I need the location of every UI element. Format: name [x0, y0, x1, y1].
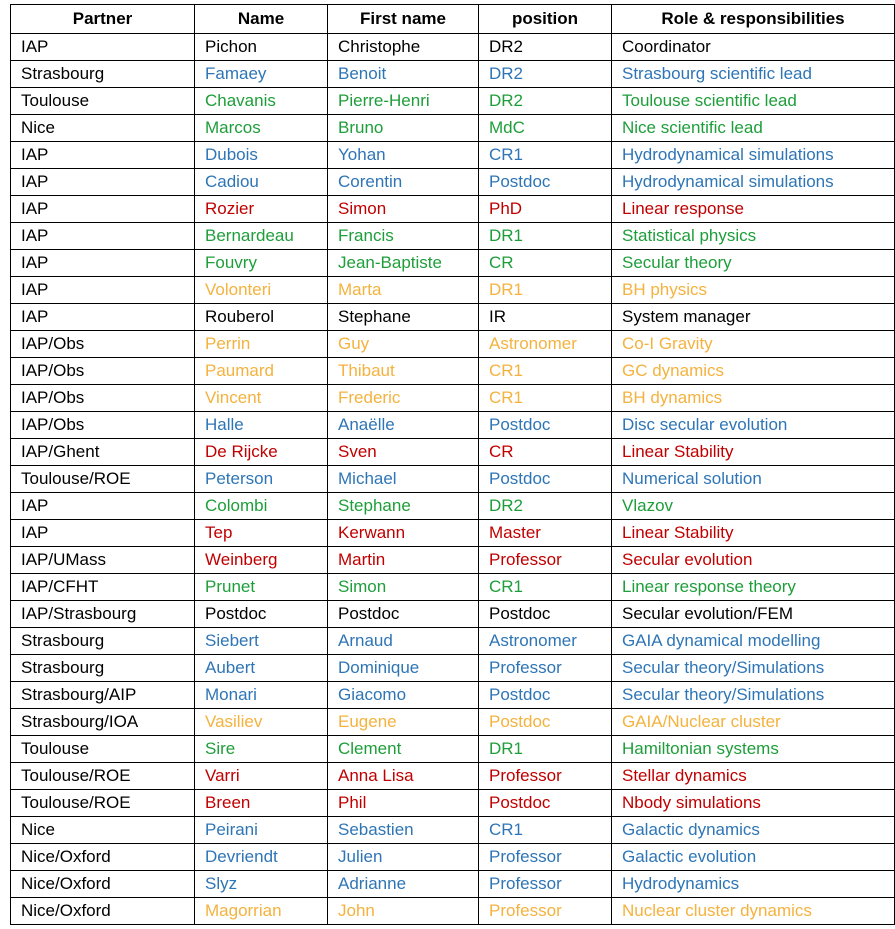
- partner-cell: Strasbourg: [11, 628, 195, 655]
- role-cell: Linear Stability: [612, 439, 895, 466]
- first-name-cell: Anaëlle: [328, 412, 479, 439]
- position-cell: PhD: [479, 196, 612, 223]
- table-row: [11, 601, 895, 628]
- position-cell: Postdoc: [479, 412, 612, 439]
- partner-cell: Nice/Oxford: [11, 844, 195, 871]
- table-row: [11, 142, 895, 169]
- name-cell: Monari: [195, 682, 328, 709]
- name-cell: Devriendt: [195, 844, 328, 871]
- partner-cell: IAP/UMass: [11, 547, 195, 574]
- first-name-cell: Yohan: [328, 142, 479, 169]
- position-cell: DR1: [479, 223, 612, 250]
- name-cell: Siebert: [195, 628, 328, 655]
- table-row: [11, 628, 895, 655]
- first-name-cell: Phil: [328, 790, 479, 817]
- partner-cell: Toulouse: [11, 88, 195, 115]
- role-cell: Vlazov: [612, 493, 895, 520]
- table-row: [11, 439, 895, 466]
- table-row: [11, 547, 895, 574]
- table-row: [11, 655, 895, 682]
- name-cell: Prunet: [195, 574, 328, 601]
- partner-cell: Nice/Oxford: [11, 871, 195, 898]
- role-cell: GAIA/Nuclear cluster: [612, 709, 895, 736]
- position-cell: Professor: [479, 898, 612, 925]
- role-cell: BH physics: [612, 277, 895, 304]
- position-cell: Professor: [479, 655, 612, 682]
- first-name-cell: Simon: [328, 574, 479, 601]
- partner-cell: Nice: [11, 817, 195, 844]
- position-cell: Master: [479, 520, 612, 547]
- position-cell: DR2: [479, 88, 612, 115]
- position-cell: CR1: [479, 142, 612, 169]
- position-cell: CR1: [479, 574, 612, 601]
- partner-cell: IAP: [11, 493, 195, 520]
- position-cell: DR2: [479, 61, 612, 88]
- table-row: [11, 331, 895, 358]
- table-row: [11, 358, 895, 385]
- first-name-cell: Postdoc: [328, 601, 479, 628]
- partner-cell: IAP: [11, 304, 195, 331]
- name-cell: Marcos: [195, 115, 328, 142]
- table-row: [11, 61, 895, 88]
- table-row: [11, 790, 895, 817]
- header-first-name: First name: [328, 5, 479, 34]
- name-cell: Halle: [195, 412, 328, 439]
- role-cell: Strasbourg scientific lead: [612, 61, 895, 88]
- first-name-cell: Stephane: [328, 304, 479, 331]
- first-name-cell: Pierre-Henri: [328, 88, 479, 115]
- partner-cell: Toulouse/ROE: [11, 790, 195, 817]
- role-cell: Secular theory/Simulations: [612, 682, 895, 709]
- role-cell: Linear response: [612, 196, 895, 223]
- position-cell: CR: [479, 439, 612, 466]
- position-cell: Astronomer: [479, 331, 612, 358]
- first-name-cell: Michael: [328, 466, 479, 493]
- table-row: [11, 574, 895, 601]
- table-row: [11, 196, 895, 223]
- position-cell: Professor: [479, 547, 612, 574]
- name-cell: Peirani: [195, 817, 328, 844]
- first-name-cell: Sven: [328, 439, 479, 466]
- name-cell: Volonteri: [195, 277, 328, 304]
- first-name-cell: Jean-Baptiste: [328, 250, 479, 277]
- name-cell: Colombi: [195, 493, 328, 520]
- role-cell: Statistical physics: [612, 223, 895, 250]
- name-cell: Slyz: [195, 871, 328, 898]
- table-body: [11, 34, 895, 925]
- team-table: [10, 4, 895, 925]
- table-row: [11, 763, 895, 790]
- first-name-cell: Clement: [328, 736, 479, 763]
- position-cell: Postdoc: [479, 466, 612, 493]
- first-name-cell: Adrianne: [328, 871, 479, 898]
- position-cell: Postdoc: [479, 169, 612, 196]
- role-cell: GC dynamics: [612, 358, 895, 385]
- partner-cell: IAP: [11, 223, 195, 250]
- first-name-cell: Dominique: [328, 655, 479, 682]
- partner-cell: Toulouse: [11, 736, 195, 763]
- role-cell: Toulouse scientific lead: [612, 88, 895, 115]
- table-row: [11, 250, 895, 277]
- table-row: [11, 736, 895, 763]
- first-name-cell: Francis: [328, 223, 479, 250]
- position-cell: Astronomer: [479, 628, 612, 655]
- table-row: [11, 682, 895, 709]
- position-cell: CR1: [479, 358, 612, 385]
- role-cell: System manager: [612, 304, 895, 331]
- first-name-cell: Simon: [328, 196, 479, 223]
- partner-cell: IAP/Obs: [11, 385, 195, 412]
- partner-cell: Strasbourg: [11, 61, 195, 88]
- position-cell: CR: [479, 250, 612, 277]
- role-cell: Stellar dynamics: [612, 763, 895, 790]
- position-cell: DR2: [479, 493, 612, 520]
- name-cell: Breen: [195, 790, 328, 817]
- partner-cell: Toulouse/ROE: [11, 466, 195, 493]
- position-cell: CR1: [479, 385, 612, 412]
- partner-cell: Nice/Oxford: [11, 898, 195, 925]
- role-cell: Numerical solution: [612, 466, 895, 493]
- name-cell: Weinberg: [195, 547, 328, 574]
- role-cell: Disc secular evolution: [612, 412, 895, 439]
- position-cell: Professor: [479, 871, 612, 898]
- first-name-cell: Christophe: [328, 34, 479, 61]
- partner-cell: IAP: [11, 196, 195, 223]
- table-row: [11, 223, 895, 250]
- table-row: [11, 277, 895, 304]
- table-row: [11, 304, 895, 331]
- first-name-cell: Martin: [328, 547, 479, 574]
- position-cell: MdC: [479, 115, 612, 142]
- first-name-cell: Arnaud: [328, 628, 479, 655]
- first-name-cell: Frederic: [328, 385, 479, 412]
- first-name-cell: Bruno: [328, 115, 479, 142]
- partner-cell: IAP/Obs: [11, 358, 195, 385]
- role-cell: Secular evolution: [612, 547, 895, 574]
- table-row: [11, 169, 895, 196]
- position-cell: IR: [479, 304, 612, 331]
- partner-cell: IAP/Strasbourg: [11, 601, 195, 628]
- first-name-cell: John: [328, 898, 479, 925]
- table-row: [11, 412, 895, 439]
- partner-cell: Nice: [11, 115, 195, 142]
- position-cell: DR1: [479, 736, 612, 763]
- role-cell: Hydrodynamical simulations: [612, 142, 895, 169]
- table-row: [11, 115, 895, 142]
- name-cell: Famaey: [195, 61, 328, 88]
- role-cell: Nbody simulations: [612, 790, 895, 817]
- partner-cell: IAP: [11, 169, 195, 196]
- name-cell: Dubois: [195, 142, 328, 169]
- name-cell: Magorrian: [195, 898, 328, 925]
- first-name-cell: Benoit: [328, 61, 479, 88]
- position-cell: Professor: [479, 763, 612, 790]
- first-name-cell: Anna Lisa: [328, 763, 479, 790]
- first-name-cell: Guy: [328, 331, 479, 358]
- role-cell: Galactic evolution: [612, 844, 895, 871]
- name-cell: Perrin: [195, 331, 328, 358]
- first-name-cell: Giacomo: [328, 682, 479, 709]
- header-row: [11, 5, 895, 34]
- position-cell: CR1: [479, 817, 612, 844]
- table-row: [11, 493, 895, 520]
- position-cell: DR1: [479, 277, 612, 304]
- name-cell: Pichon: [195, 34, 328, 61]
- table-row: [11, 709, 895, 736]
- position-cell: DR2: [479, 34, 612, 61]
- partner-cell: Strasbourg: [11, 655, 195, 682]
- role-cell: Hydrodynamics: [612, 871, 895, 898]
- name-cell: Chavanis: [195, 88, 328, 115]
- role-cell: Nice scientific lead: [612, 115, 895, 142]
- name-cell: Peterson: [195, 466, 328, 493]
- table-row: [11, 385, 895, 412]
- table-row: [11, 520, 895, 547]
- name-cell: De Rijcke: [195, 439, 328, 466]
- table-row: [11, 871, 895, 898]
- role-cell: Linear response theory: [612, 574, 895, 601]
- name-cell: Aubert: [195, 655, 328, 682]
- first-name-cell: Julien: [328, 844, 479, 871]
- first-name-cell: Kerwann: [328, 520, 479, 547]
- name-cell: Cadiou: [195, 169, 328, 196]
- role-cell: Linear Stability: [612, 520, 895, 547]
- role-cell: Hamiltonian systems: [612, 736, 895, 763]
- first-name-cell: Stephane: [328, 493, 479, 520]
- role-cell: GAIA dynamical modelling: [612, 628, 895, 655]
- first-name-cell: Sebastien: [328, 817, 479, 844]
- position-cell: Postdoc: [479, 601, 612, 628]
- partner-cell: IAP: [11, 142, 195, 169]
- name-cell: Paumard: [195, 358, 328, 385]
- role-cell: BH dynamics: [612, 385, 895, 412]
- partner-cell: Strasbourg/AIP: [11, 682, 195, 709]
- partner-cell: Toulouse/ROE: [11, 763, 195, 790]
- header-position: position: [479, 5, 612, 34]
- first-name-cell: Corentin: [328, 169, 479, 196]
- role-cell: Secular evolution/FEM: [612, 601, 895, 628]
- position-cell: Postdoc: [479, 709, 612, 736]
- first-name-cell: Marta: [328, 277, 479, 304]
- name-cell: Rouberol: [195, 304, 328, 331]
- name-cell: Bernardeau: [195, 223, 328, 250]
- partner-cell: IAP: [11, 520, 195, 547]
- role-cell: Secular theory: [612, 250, 895, 277]
- partner-cell: IAP/Ghent: [11, 439, 195, 466]
- table-row: [11, 844, 895, 871]
- first-name-cell: Thibaut: [328, 358, 479, 385]
- position-cell: Professor: [479, 844, 612, 871]
- position-cell: Postdoc: [479, 790, 612, 817]
- role-cell: Co-I Gravity: [612, 331, 895, 358]
- header-role: Role & responsibilities: [612, 5, 895, 34]
- name-cell: Tep: [195, 520, 328, 547]
- header-name: Name: [195, 5, 328, 34]
- partner-cell: IAP: [11, 277, 195, 304]
- role-cell: Secular theory/Simulations: [612, 655, 895, 682]
- partner-cell: IAP: [11, 250, 195, 277]
- partner-cell: Strasbourg/IOA: [11, 709, 195, 736]
- name-cell: Varri: [195, 763, 328, 790]
- role-cell: Nuclear cluster dynamics: [612, 898, 895, 925]
- partner-cell: IAP/CFHT: [11, 574, 195, 601]
- table-row: [11, 817, 895, 844]
- table-row: [11, 88, 895, 115]
- name-cell: Vasiliev: [195, 709, 328, 736]
- role-cell: Galactic dynamics: [612, 817, 895, 844]
- name-cell: Vincent: [195, 385, 328, 412]
- table-row: [11, 34, 895, 61]
- role-cell: Hydrodynamical simulations: [612, 169, 895, 196]
- header-partner: Partner: [11, 5, 195, 34]
- first-name-cell: Eugene: [328, 709, 479, 736]
- partner-cell: IAP/Obs: [11, 331, 195, 358]
- partner-cell: IAP: [11, 34, 195, 61]
- name-cell: Sire: [195, 736, 328, 763]
- name-cell: Postdoc: [195, 601, 328, 628]
- name-cell: Fouvry: [195, 250, 328, 277]
- partner-cell: IAP/Obs: [11, 412, 195, 439]
- name-cell: Rozier: [195, 196, 328, 223]
- table-row: [11, 466, 895, 493]
- position-cell: Postdoc: [479, 682, 612, 709]
- table-row: [11, 898, 895, 925]
- role-cell: Coordinator: [612, 34, 895, 61]
